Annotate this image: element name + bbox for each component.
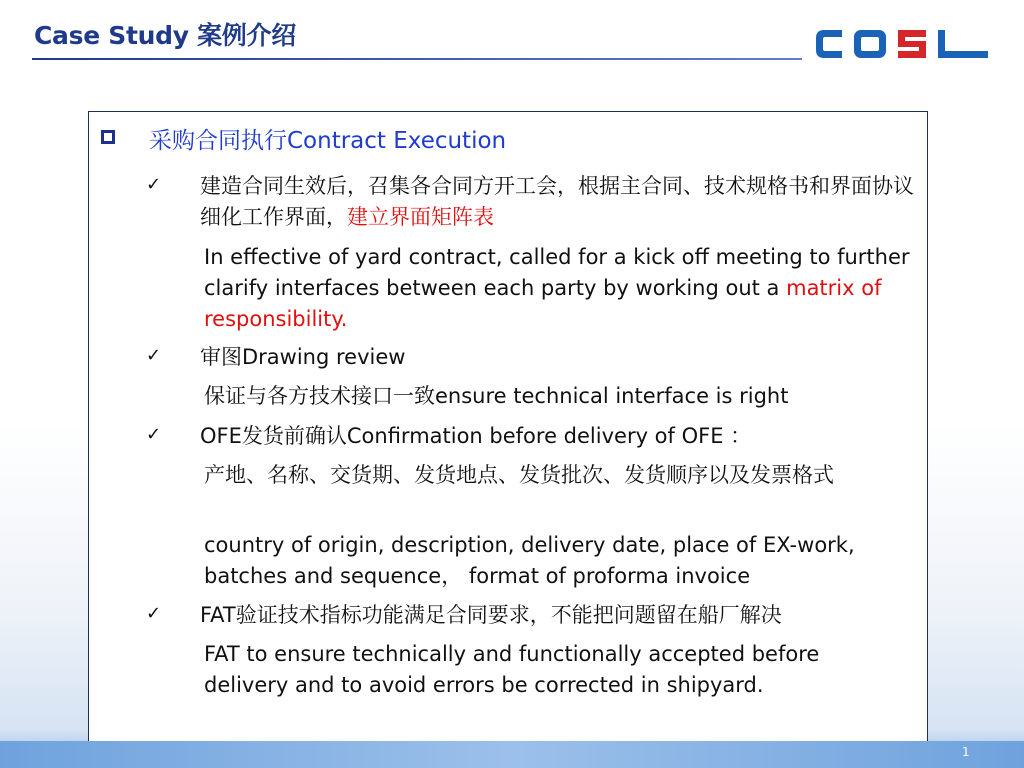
item-1-cn-main: 建造合同生效后，召集各合同方开工会，根据主合同、技术规格书和界面协议细化工作界面，	[200, 174, 914, 229]
slide-title: Case Study 案例介绍	[34, 21, 296, 50]
footer-bar	[0, 741, 1024, 768]
item-1-en	[200, 242, 910, 335]
content-box	[88, 111, 928, 768]
checkmark-icon: ✓	[146, 424, 162, 445]
item-2-sub: 保证与各方技术接口一致ensure technical interface is right	[204, 384, 789, 408]
item-1-cn-red: 建立界面矩阵表	[347, 205, 494, 229]
cosl-logo	[812, 24, 992, 64]
item-3-title: OFE发货前确认Confirmation before delivery of OFE ：	[200, 424, 752, 448]
title-rule	[32, 58, 802, 60]
item-1-cn	[200, 171, 920, 233]
checkmark-icon: ✓	[146, 174, 162, 195]
item-3-sub-cn: 产地、名称、交货期、发货地点、发货批次、发货顺序以及发票格式	[204, 463, 834, 487]
item-2-title: 审图Drawing review	[200, 345, 406, 369]
item-3-sub-en: country of origin, description, delivery date, place of EX-work, batches and sequence， format of proforma invoice	[204, 533, 855, 588]
item-1-en-red: matrix of responsibility.	[204, 276, 882, 331]
page-number: 1	[962, 745, 970, 759]
square-bullet-icon	[101, 130, 115, 144]
section-heading: 采购合同执行Contract Execution	[149, 128, 507, 154]
cosl-logo-graphic	[812, 24, 992, 64]
item-4-title: FAT验证技术指标功能满足合同要求，不能把问题留在船厂解决	[200, 603, 782, 627]
item-1-en-main: In effective of yard contract, called for a kick off meeting to further clarify interfaces between each party by working out a	[204, 245, 910, 300]
checkmark-icon: ✓	[146, 345, 162, 366]
item-4-sub-en: FAT to ensure technically and functionally accepted before delivery and to avoid errors be corrected in shipyard.	[204, 642, 820, 697]
checkmark-icon: ✓	[146, 603, 162, 624]
